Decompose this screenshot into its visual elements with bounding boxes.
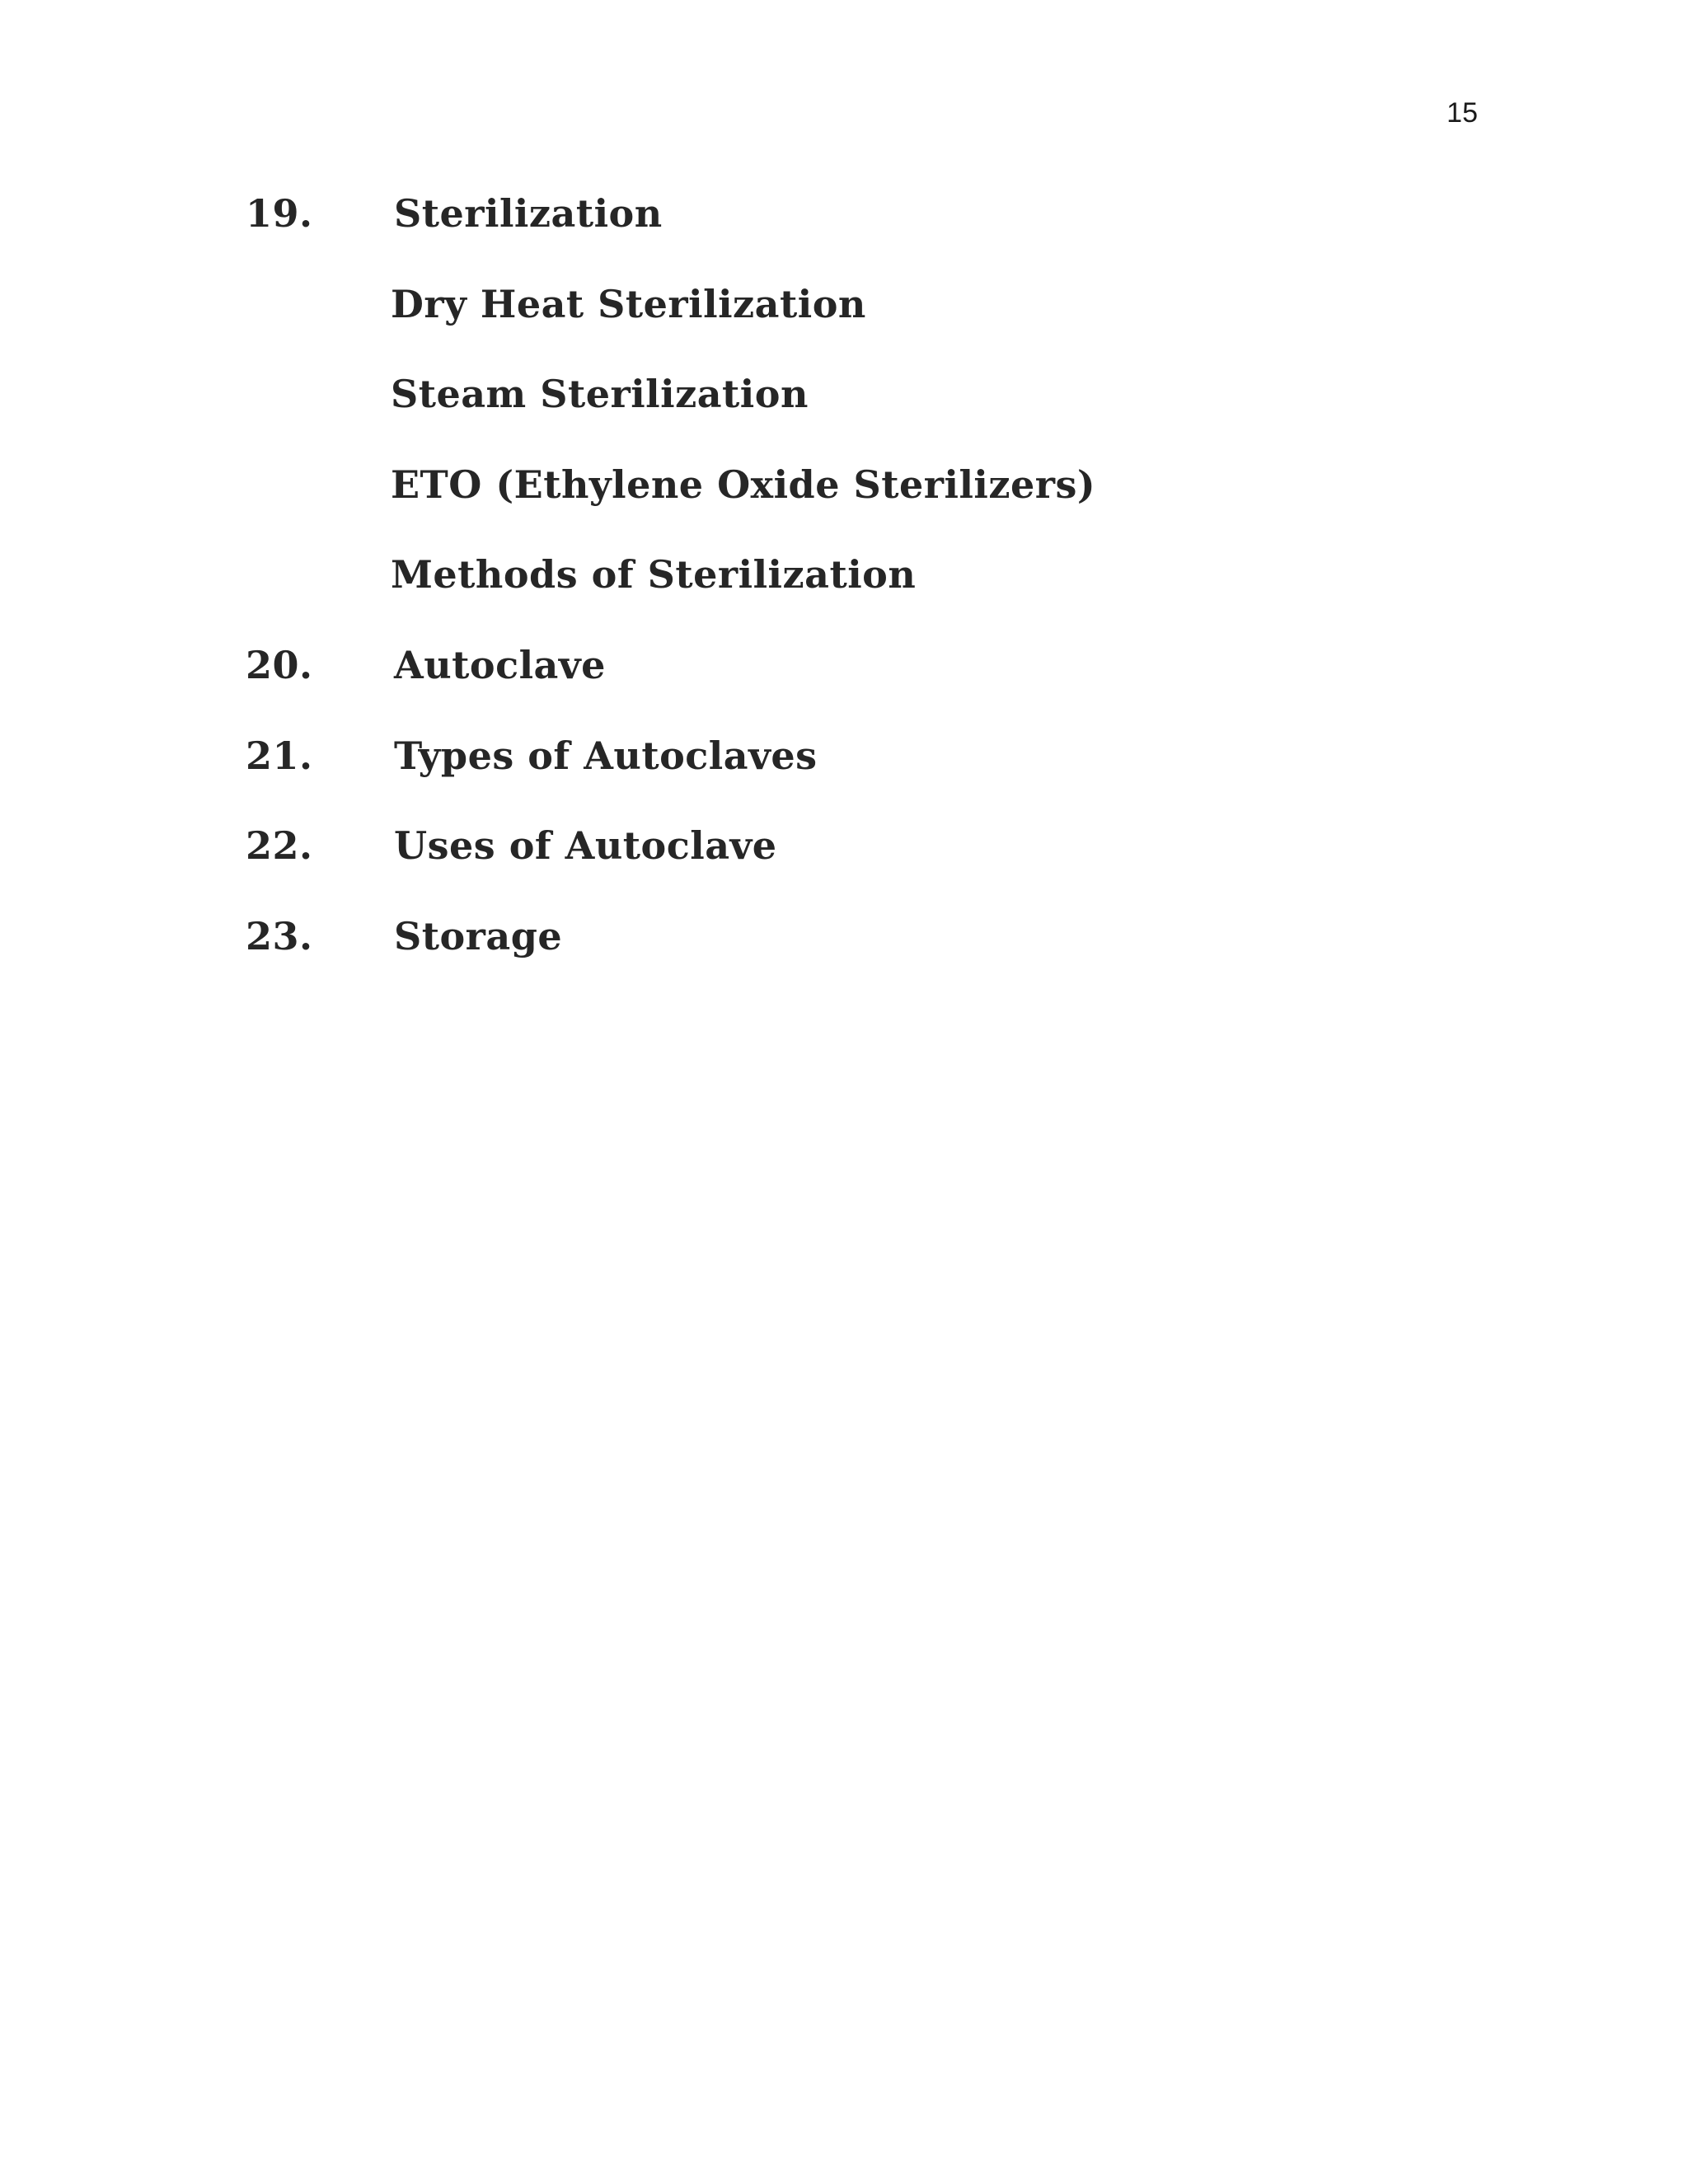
toc-entry-title: Steam Sterilization: [391, 372, 809, 417]
toc-entry-number: 22.: [246, 823, 313, 869]
toc-entry-title: ETO (Ethylene Oxide Sterilizers): [391, 462, 1096, 507]
toc-entry-title: Methods of Sterilization: [391, 552, 917, 598]
toc-entry-number: 21.: [246, 733, 313, 778]
toc-entry-title: Autoclave: [394, 642, 606, 687]
toc-entry-title: Sterilization: [394, 191, 663, 236]
toc-entry-number: 20.: [246, 642, 313, 687]
toc-entry-number: 23.: [246, 913, 313, 958]
page-number: 15: [1447, 97, 1478, 129]
toc-entry-title: Dry Heat Sterilization: [391, 281, 866, 326]
toc-entry-title: Storage: [394, 913, 563, 958]
toc-entry-title: Types of Autoclaves: [394, 733, 818, 778]
toc-entry-title: Uses of Autoclave: [394, 823, 777, 869]
toc-entry-number: 19.: [246, 191, 313, 236]
